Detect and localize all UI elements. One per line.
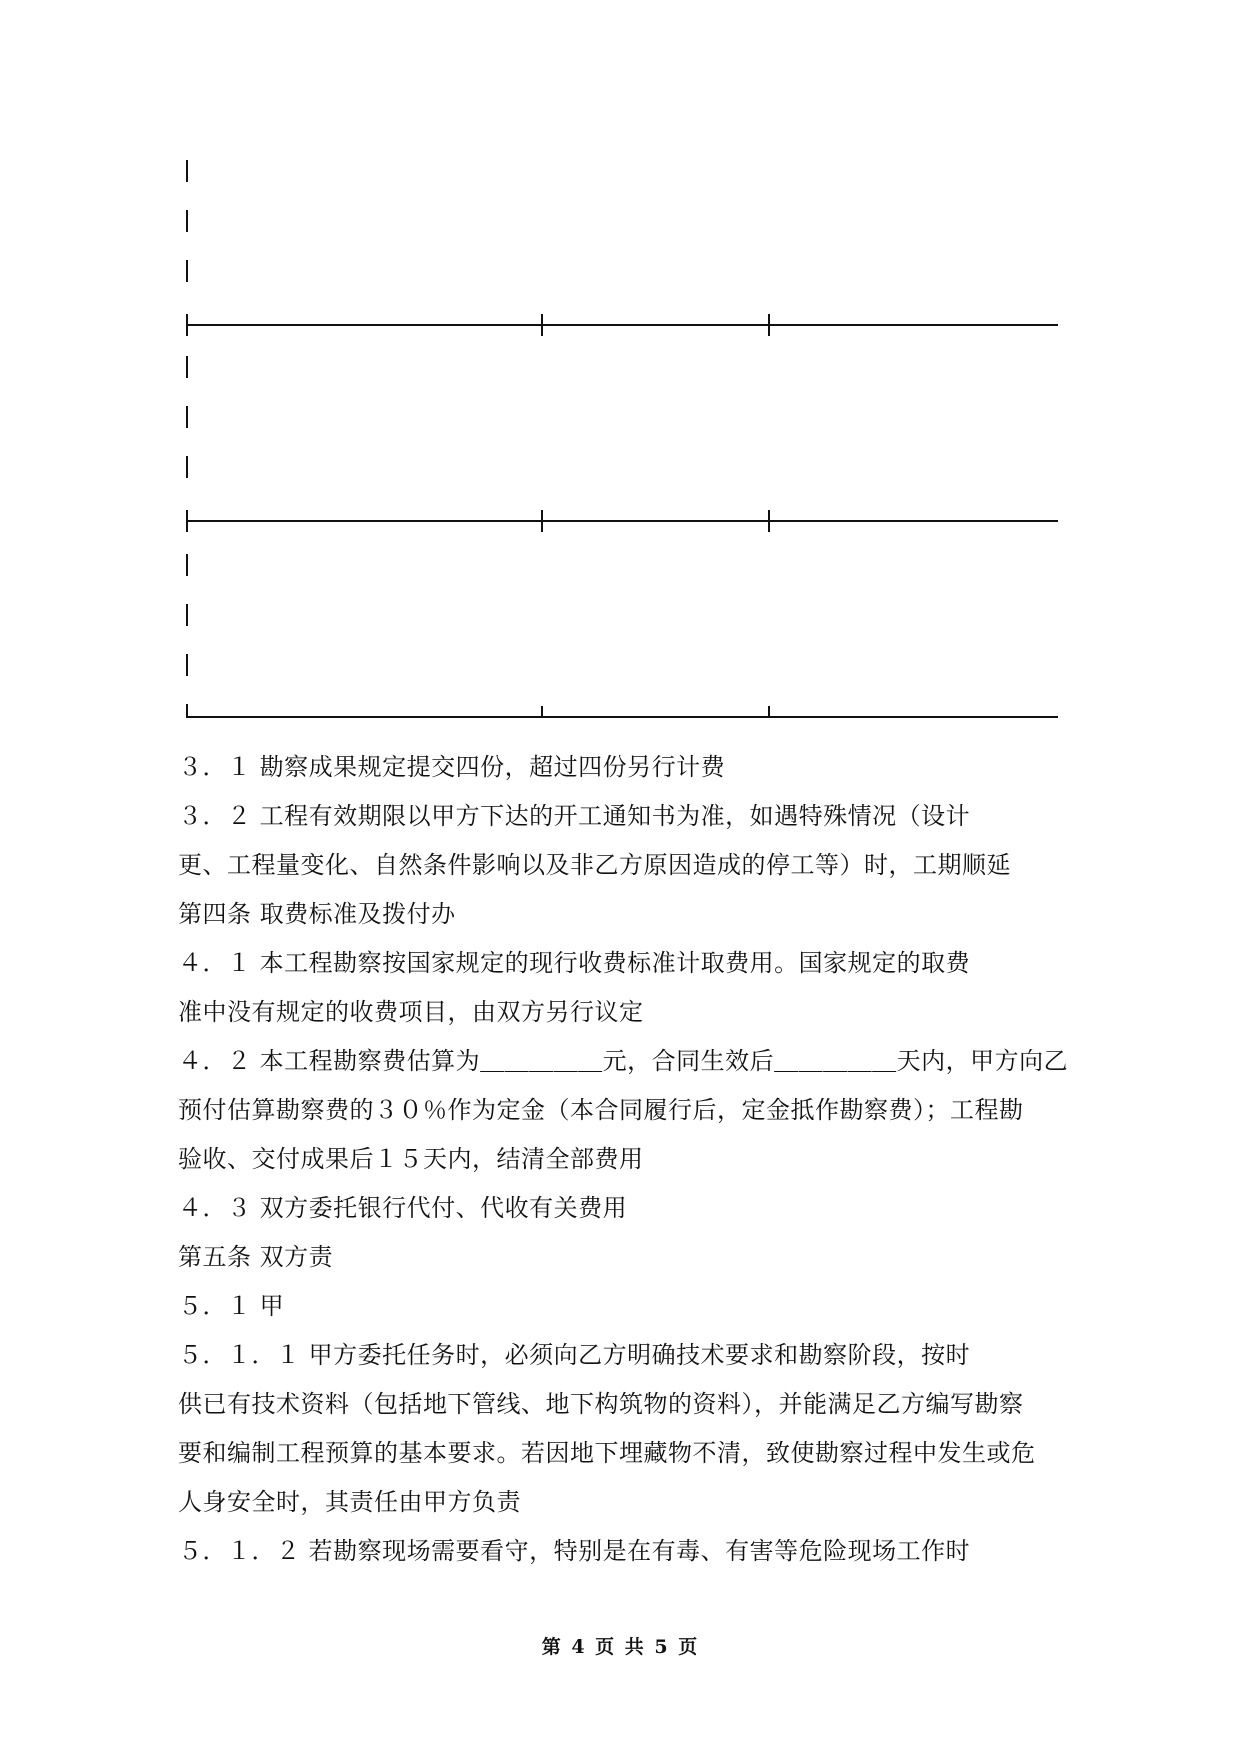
clause-5-1-1-cont-2: 要和编制工程预算的基本要求。若因地下埋藏物不清，致使勘察过程中发生或危 bbox=[178, 1439, 1036, 1467]
article-4-heading: 第四条 取费标准及拨付办 bbox=[178, 900, 456, 928]
table-separator-line bbox=[186, 520, 1058, 522]
table-bottom-left-corner bbox=[186, 704, 188, 718]
ruled-table bbox=[186, 160, 1058, 720]
clause-4-1-cont: 准中没有规定的收费项目，由双方另行议定 bbox=[178, 998, 644, 1026]
article-5-heading: 第五条 双方责 bbox=[178, 1243, 334, 1271]
clause-3-1: ３．１ 勘察成果规定提交四份，超过四份另行计费 bbox=[178, 753, 726, 781]
table-vertical-bar bbox=[186, 604, 188, 626]
clause-4-2-cont-1: 预付估算勘察费的３０％作为定金（本合同履行后，定金抵作勘察费）；工程勘 bbox=[178, 1096, 1024, 1124]
clause-3-2: ３．２ 工程有效期限以甲方下达的开工通知书为准，如遇特殊情况（设计 bbox=[178, 802, 971, 830]
table-tick bbox=[541, 510, 543, 532]
table-bottom-line bbox=[186, 716, 1058, 718]
clause-4-3: ４．３ 双方委托银行代付、代收有关费用 bbox=[178, 1194, 628, 1222]
table-tick bbox=[768, 706, 770, 718]
table-vertical-bar bbox=[186, 406, 188, 428]
table-tick bbox=[768, 314, 770, 336]
table-separator-line bbox=[186, 324, 1058, 326]
table-vertical-bar bbox=[186, 160, 188, 182]
clause-4-1: ４．１ 本工程勘察按国家规定的现行收费标准计取费用。国家规定的取费 bbox=[178, 949, 971, 977]
clause-5-1: ５．１ 甲 bbox=[178, 1292, 285, 1320]
table-tick bbox=[541, 314, 543, 336]
page-footer: 第 4 页 共 5 页 bbox=[541, 1636, 700, 1658]
clause-4-2: ４．２ 本工程勘察费估算为＿＿＿＿＿元，合同生效后＿＿＿＿＿天内，甲方向乙 bbox=[178, 1047, 1069, 1075]
table-tick bbox=[541, 706, 543, 718]
table-vertical-bar bbox=[186, 260, 188, 282]
table-vertical-bar bbox=[186, 356, 188, 378]
table-tick bbox=[186, 510, 188, 532]
table-vertical-bar bbox=[186, 210, 188, 232]
clause-4-2-cont-2: 验收、交付成果后１５天内，结清全部费用 bbox=[178, 1145, 644, 1173]
table-vertical-bar bbox=[186, 554, 188, 576]
clause-5-1-2: ５．１．２ 若勘察现场需要看守，特别是在有毒、有害等危险现场工作时 bbox=[178, 1537, 971, 1565]
clause-5-1-1-cont-3: 人身安全时，其责任由甲方负责 bbox=[178, 1488, 521, 1516]
table-vertical-bar bbox=[186, 654, 188, 676]
clause-5-1-1: ５．１．１ 甲方委托任务时，必须向乙方明确技术要求和勘察阶段，按时 bbox=[178, 1341, 971, 1369]
table-vertical-bar bbox=[186, 456, 188, 478]
clause-3-2-cont: 更、工程量变化、自然条件影响以及非乙方原因造成的停工等）时，工期顺延 bbox=[178, 851, 1011, 879]
table-tick bbox=[768, 510, 770, 532]
clause-5-1-1-cont-1: 供已有技术资料（包括地下管线、地下构筑物的资料），并能满足乙方编写勘察 bbox=[178, 1390, 1024, 1418]
table-tick bbox=[186, 314, 188, 336]
